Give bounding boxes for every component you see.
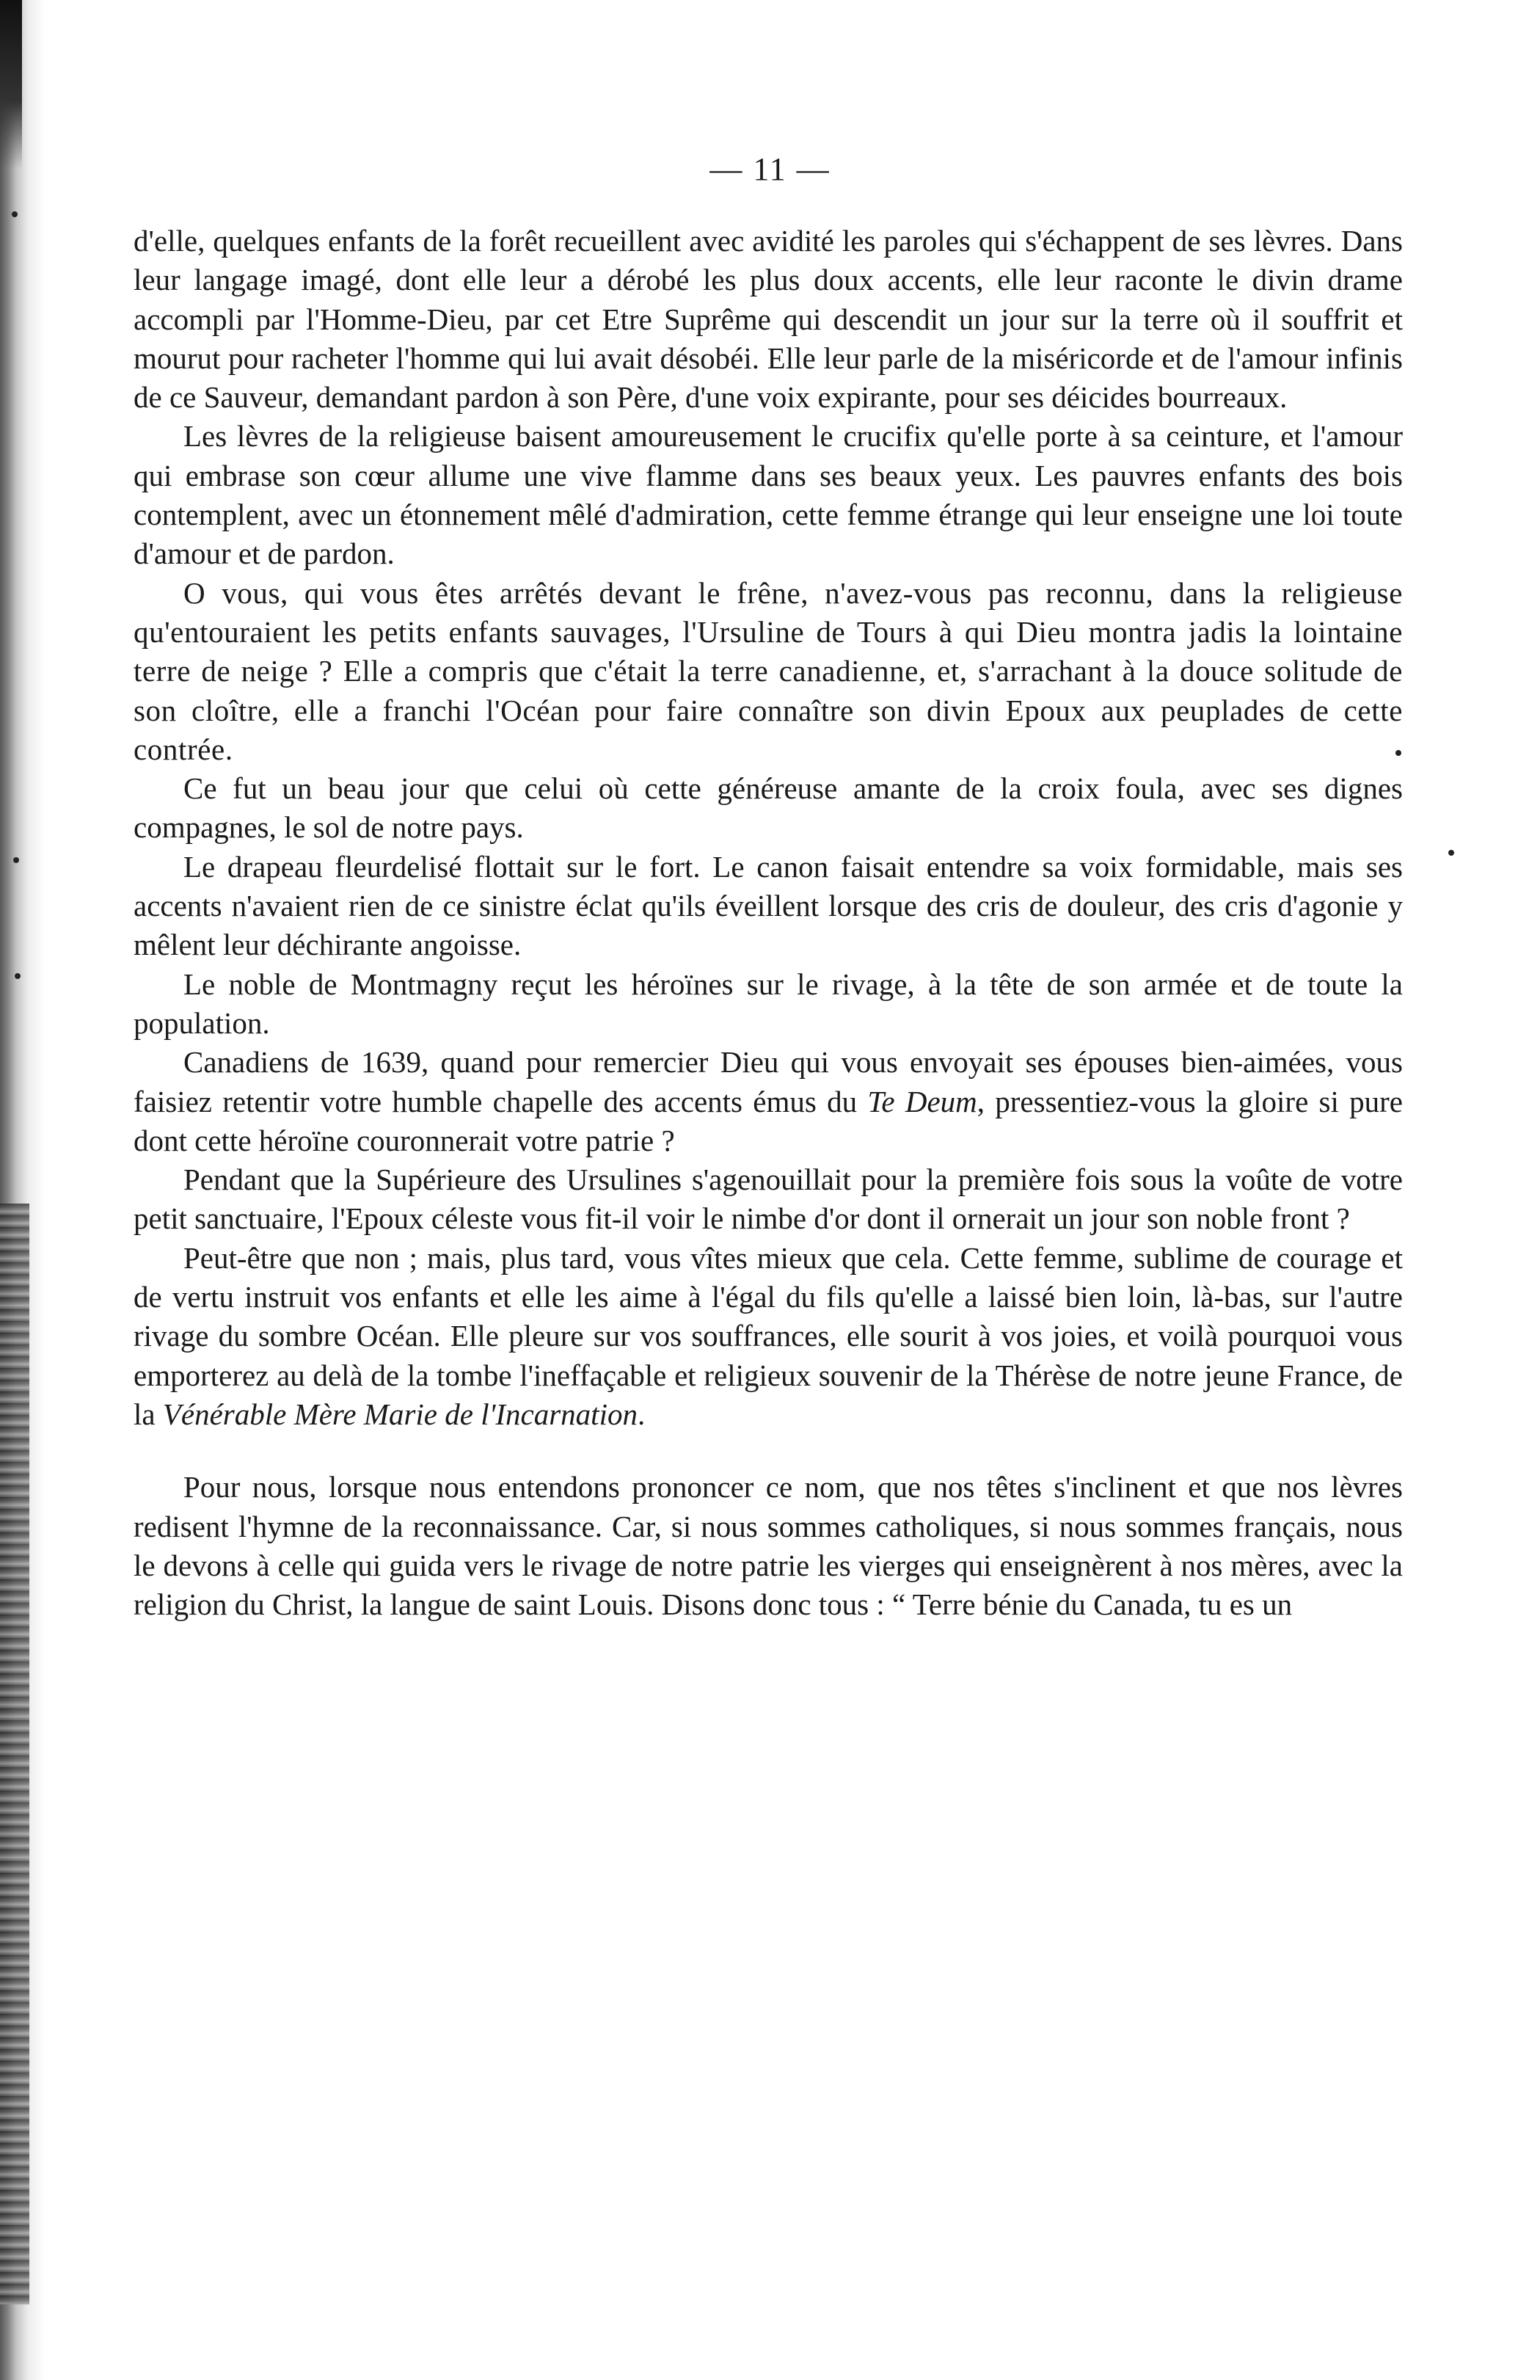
paragraph-pendant: Pendant que la Supérieure des Ursulines s'agenouillait pour la première fois sous la voûte de votre petit sanctuaire, l'Epoux céleste vous fit-il voir le nimbe d'or dont il ornerait un jour son noble front ? (134, 1162, 1403, 1236)
scan-speck (15, 973, 21, 979)
paragraph-montmagny: Le noble de Montmagny reçut les héroïnes sur le rivage, à la tête de son armée et de toute la population. (134, 967, 1403, 1040)
page-number: — 11 — (709, 151, 831, 187)
te-deum-title: Te Deum (867, 1084, 977, 1118)
paragraph-peut-etre-text: Peut-être que non ; mais, plus tard, vous vîtes mieux que cela. Cette femme, sublime de courage et de vertu instruit vos enfants et elle les aime à l'égal du fils qu'elle a laissé bien loin, là-bas, sur l'autre rivage du sombre Océan. Elle pleure sur vos souffrances, elle sourit à vos joies, et voilà pourquoi vous emporterez au delà de la tombe l'ineffaçable et religieux souvenir de la Thérèse de notre jeune France, de la (134, 1240, 1403, 1431)
paragraph-continuation: d'elle, quelques enfants de la forêt recueillent avec avidité les paroles qui s'échappent de ses lèvres. Dans leur langage imagé, dont elle leur a dérobé les plus doux accents, elle leur raconte le divin drame accompli par l'Homme-Dieu, par cet Etre Suprême qui descendit un jour sur la terre où il souffrit et mourut pour racheter l'homme qui lui avait désobéi. Elle leur parle de la miséricorde et de l'amour infinis de ce Sauveur, demandant pardon à son Père, d'une voix expirante, pour ses déicides bourreaux. (134, 224, 1403, 415)
paragraph-canadiens (134, 1043, 1403, 1160)
paragraph-peut-etre-end: . (637, 1397, 646, 1431)
paragraph-canadiens-text: Canadiens de 1639, quand pour remercier Dieu qui vous envoyait ses épouses bien-aimées, vous faisiez retentir votre humble chapelle des accents émus du (134, 1045, 1403, 1118)
scan-speck (1448, 850, 1454, 856)
paragraph-peut-etre (134, 1239, 1403, 1434)
paragraph-levres: Les lèvres de la religieuse baisent amoureusement le crucifix qu'elle porte à sa ceinture, et l'amour qui embrase son cœur allume une vive flamme dans ses beaux yeux. Les pauvres enfants des bois contemplent, avec un étonnement mêlé d'admiration, cette femme étrange qui leur enseigne une loi toute d'amour et de pardon. (134, 419, 1403, 571)
paragraph-o-vous: O vous, qui vous êtes arrêtés devant le frêne, n'avez-vous pas reconnu, dans la religieuse qu'entouraient les petits enfants sauvages, l'Ursuline de Tours à qui Dieu montra jadis la lointaine terre de neige ? Elle a compris que c'était la terre canadienne, et, s'arrachant à la douce solitude de son cloître, elle a franchi l'Océan pour faire connaître son divin Epoux aux peuplades de cette contrée. (134, 575, 1403, 766)
scan-binding-lower-mark (0, 1204, 29, 2304)
paragraph-beau-jour: Ce fut un beau jour que celui où cette généreuse amante de la croix foula, avec ses dignes compagnes, le sol de notre pays. (134, 771, 1403, 845)
scan-binding-top-mark (0, 0, 22, 169)
scan-speck (12, 211, 18, 217)
venerable-mere-title: Vénérable Mère Marie de l'Incarnation (162, 1397, 638, 1431)
paragraph-drapeau: Le drapeau fleurdelisé flottait sur le fort. Le canon faisait entendre sa voix formidable, mais ses accents n'avaient rien de ce sinistre éclat qu'ils éveillent lorsque des cris de douleur, des cris d'agonie y mêlent leur déchirante angoisse. (134, 849, 1403, 962)
paragraph-pour-nous: Pour nous, lorsque nous entendons prononcer ce nom, que nos têtes s'inclinent et que nos lèvres redisent l'hymne de la reconnaissance. Car, si nous sommes catholiques, si nous sommes français, nous le devons à celle qui guida vers le rivage de notre patrie les vierges qui enseignèrent à nos mères, avec la religion du Christ, la langue de saint Louis. Disons donc tous : “ Terre bénie du Canada, tu es un (134, 1470, 1403, 1622)
body-text (134, 222, 1403, 1624)
scan-speck (13, 857, 19, 863)
paragraph-canadiens-end: , pressentiez-vous la gloire si pure dont cette héroïne couronnerait votre patrie ? (134, 1084, 1403, 1157)
